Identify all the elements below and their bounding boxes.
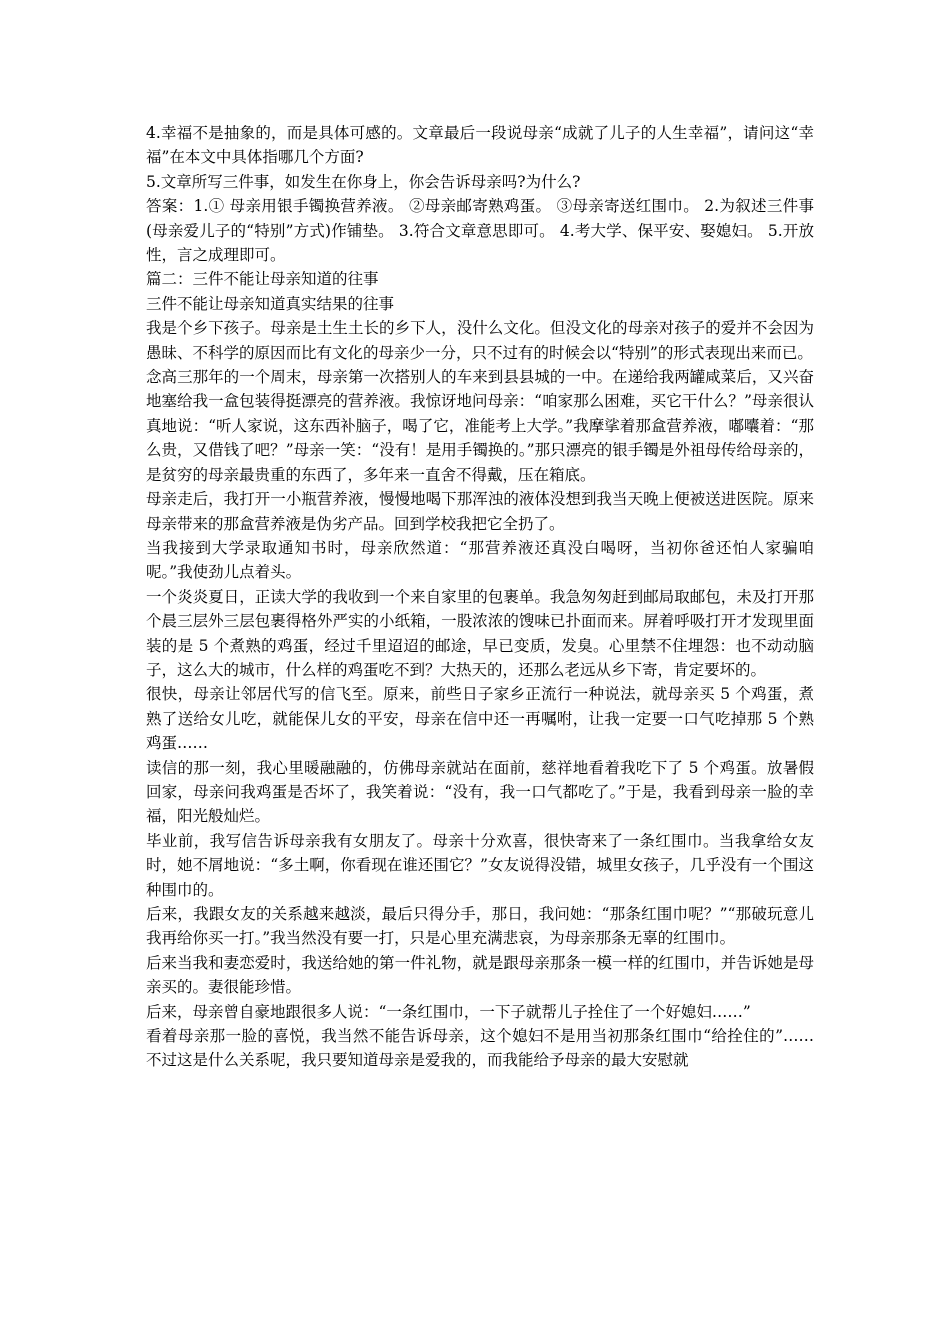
body-paragraph: 我是个乡下孩子。母亲是土生土长的乡下人，没什么文化。但没文化的母亲对孩子的爱并不会因为愚昧、不科学的原因而比有文化的母亲少一分，只不过有的时候会以“特别”的形式表现出来而已。 <box>146 319 814 362</box>
body-paragraph: 后来当我和妻恋爱时，我送给她的第一件礼物，就是跟母亲那条一模一样的红围巾，并告诉她是母亲买的。妻很能珍惜。 <box>146 953 814 997</box>
body-paragraph: 后来，母亲曾自豪地跟很多人说：“一条红围巾，一下子就帮儿子拴住了一个好媳妇……” <box>146 1002 751 1021</box>
section-heading: 篇二：三件不能让母亲知道的往事 <box>146 270 379 289</box>
document-body <box>146 121 814 1073</box>
body-paragraph: 很快，母亲让邻居代写的信飞至。原来，前些日子家乡正流行一种说法，就母亲买 5 个鸡蛋，煮熟了送给女儿吃，就能保儿女的平安，母亲在信中还一再嘱咐，让我一定要一口气吃掉那 5 个熟鸡蛋…… <box>146 685 814 753</box>
body-paragraph: 一个炎炎夏日，正读大学的我收到一个来自家里的包裹单。我急匆匆赶到邮局取邮包，未及打开那个晨三层外三层包裹得格外严实的小纸箱，一股浓浓的馊味已扑面而来。屏着呼吸打开才发现里面装的是 5 个煮熟的鸡蛋，经过千里迢迢的邮途，早已变质，发臭。心里禁不住埋怨：也不动动脑子，这么大的城市，什么样的鸡蛋吃不到？大热天的，还那么老远从乡下寄，肯定要坏的。 <box>146 587 814 679</box>
body-paragraph: 看着母亲那一脸的喜悦，我当然不能告诉母亲，这个媳妇不是用当初那条红围巾“给拴住的”…… 不过这是什么关系呢，我只要知道母亲是爱我的，而我能给予母亲的最大安慰就 <box>146 1027 814 1070</box>
body-paragraph: 母亲走后，我打开一小瓶营养液，慢慢地喝下那浑浊的液体没想到我当天晚上便被送进医院。原来母亲带来的那盒营养液是伪劣产品。回到学校我把它全扔了。 <box>146 490 814 533</box>
body-paragraph: 当我接到大学录取通知书时，母亲欣然道：“那营养液还真没白喝呀，当初你爸还怕人家骗咱呢。”我使劲儿点着头。 <box>146 538 814 582</box>
body-paragraph: 念高三那年的一个周末，母亲第一次搭别人的车来到县县城的一中。在递给我两罐咸菜后，又兴奋地塞给我一盒包装得挺漂亮的营养液。我惊讶地问母亲：“咱家那么困难，买它干什么？”母亲很认真地说：“听人家说，这东西补脑子，喝了它，准能考上大学。”我摩挲着那盒营养液，嘟囔着：“那么贵，又借钱了吧？”母亲一笑：“没有！是用手镯换的。”那只漂亮的银手镯是外祖母传给母亲的，是贫穷的母亲最贵重的东西了，多年来一直舍不得戴，压在箱底。 <box>146 368 814 484</box>
body-paragraph: 读信的那一刻，我心里暖融融的，仿佛母亲就站在面前，慈祥地看着我吃下了 5 个鸡蛋。放暑假回家，母亲问我鸡蛋是否坏了，我笑着说：“没有，我一口气都吃了。”于是，我看到母亲一脸的幸福，阳光般灿烂。 <box>146 758 814 826</box>
article-title: 三件不能让母亲知道真实结果的往事 <box>146 294 395 313</box>
body-paragraph: 后来，我跟女友的关系越来越淡，最后只得分手，那日，我问她：“那条红围巾呢？”“那破玩意儿我再给你买一打。”我当然没有要一打，只是心里充满悲哀，为母亲那条无辜的红围巾。 <box>146 905 814 948</box>
answer-key: 答案：1.① 母亲用银手镯换营养液。 ②母亲邮寄熟鸡蛋。 ③母亲寄送红围巾。 2.为叙述三件事(母亲爱儿子的“特别”方式)作铺垫。 3.符合文章意思即可。 4.考大学、保平安、娶媳妇。 5.开放性，言之成理即可。 <box>146 197 814 265</box>
question-5: 5.文章所写三件事，如发生在你身上，你会告诉母亲吗?为什么? <box>146 172 581 191</box>
body-paragraph: 毕业前，我写信告诉母亲我有女朋友了。母亲十分欢喜，很快寄来了一条红围巾。当我拿给女友时，她不屑地说：“多土啊，你看现在谁还围它？”女友说得没错，城里女孩子，几乎没有一个围这种围巾的。 <box>146 831 814 899</box>
question-4: 4.幸福不是抽象的，而是具体可感的。文章最后一段说母亲“成就了儿子的人生幸福”，请问这“幸福”在本文中具体指哪几个方面? <box>146 124 814 167</box>
